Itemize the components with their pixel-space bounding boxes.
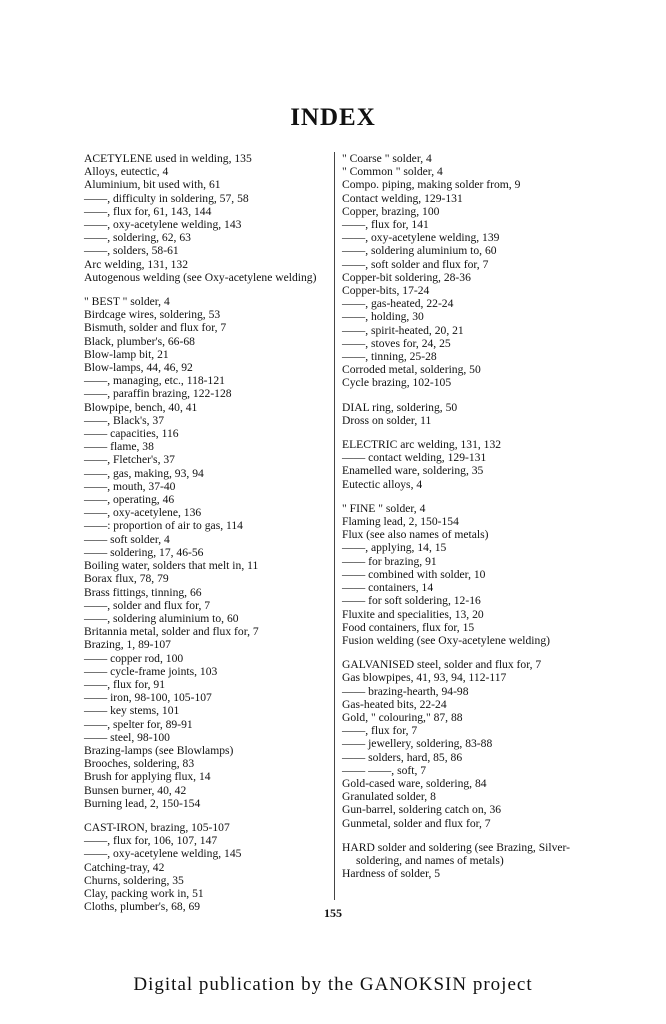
index-entry: Brush for applying flux, 14 <box>84 770 211 784</box>
index-entry: —— soldering, 17, 46-56 <box>84 545 204 559</box>
index-entry: ——, soft solder and flux for, 7 <box>342 257 489 271</box>
index-entry: Flux (see also names of metals) <box>342 528 489 542</box>
index-entry: Gold-cased ware, soldering, 84 <box>342 776 487 790</box>
index-entry: " Common " solder, 4 <box>342 165 443 179</box>
index-entry: —— jewellery, soldering, 83-88 <box>342 737 493 751</box>
index-entry: Burning lead, 2, 150-154 <box>84 796 201 810</box>
index-column-left <box>84 152 328 913</box>
index-entry: —— copper rod, 100 <box>84 651 184 665</box>
index-entry: Enamelled ware, soldering, 35 <box>342 464 484 478</box>
index-entry: —— cycle-frame joints, 103 <box>84 664 218 678</box>
index-entry: Eutectic alloys, 4 <box>342 477 423 491</box>
index-entry: Corroded metal, soldering, 50 <box>342 363 481 377</box>
index-entry: —— steel, 98-100 <box>84 730 170 744</box>
index-entry: ——, paraffin brazing, 122-128 <box>84 387 232 401</box>
index-entry: Granulated solder, 8 <box>342 790 436 804</box>
index-entry: —— key stems, 101 <box>84 704 180 718</box>
section-gap <box>342 830 587 841</box>
section-gap <box>84 810 328 821</box>
index-entry: —— contact welding, 129-131 <box>342 451 487 465</box>
index-entry: Compo. piping, making solder from, 9 <box>342 178 521 192</box>
index-entry: ——, soldering, 62, 63 <box>84 231 191 245</box>
index-entry: Bismuth, solder and flux for, 7 <box>84 321 227 335</box>
section-gap <box>342 491 587 502</box>
index-entry: Birdcage wires, soldering, 53 <box>84 308 221 322</box>
index-entry: Catching-tray, 42 <box>84 860 165 874</box>
page-title: INDEX <box>290 104 376 131</box>
index-entry: ——, flux for, 141 <box>342 218 429 232</box>
index-entry: Cloths, plumber's, 68, 69 <box>84 900 201 914</box>
index-entry: —— solders, hard, 85, 86 <box>342 750 463 764</box>
page-number: 155 <box>324 906 342 920</box>
index-entry: Gas blowpipes, 41, 93, 94, 112-117 <box>342 671 507 685</box>
index-entry: Copper-bits, 17-24 <box>342 284 430 298</box>
index-entry: Gunmetal, solder and flux for, 7 <box>342 816 491 830</box>
index-entry: ——, flux for, 61, 143, 144 <box>84 204 212 218</box>
index-entry: Blow-lamps, 44, 46, 92 <box>84 361 193 375</box>
index-entry: ——, oxy-acetylene, 136 <box>84 506 202 520</box>
index-entry: Black, plumber's, 66-68 <box>84 334 195 348</box>
index-entry: Hardness of solder, 5 <box>342 867 441 881</box>
index-entry: ——, spirit-heated, 20, 21 <box>342 323 464 337</box>
index-entry: " BEST " solder, 4 <box>84 295 170 309</box>
index-entry: Aluminium, bit used with, 61 <box>84 178 221 192</box>
index-entry: Gas-heated bits, 22-24 <box>342 697 447 711</box>
index-column-right <box>342 152 587 880</box>
publication-footer: Digital publication by the GANOKSIN project <box>133 974 533 995</box>
index-entry: GALVANISED steel, solder and flux for, 7 <box>342 658 542 672</box>
index-entry: Bunsen burner, 40, 42 <box>84 783 187 797</box>
index-entry: Clay, packing work in, 51 <box>84 886 204 900</box>
index-entry: ——, flux for, 106, 107, 147 <box>84 834 218 848</box>
index-entry: Flaming lead, 2, 150-154 <box>342 515 459 529</box>
index-entry: ——, soldering aluminium to, 60 <box>84 611 239 625</box>
index-entry: ——, tinning, 25-28 <box>342 350 437 364</box>
index-entry: " FINE " solder, 4 <box>342 501 426 515</box>
index-entry: ——, oxy-acetylene welding, 143 <box>84 218 242 232</box>
index-entry: Blowpipe, bench, 40, 41 <box>84 400 198 414</box>
index-entry: ——, oxy-acetylene welding, 145 <box>84 847 242 861</box>
index-entry: ACETYLENE used in welding, 135 <box>84 152 252 165</box>
index-entry: ——, stoves for, 24, 25 <box>342 336 451 350</box>
index-entry: HARD solder and soldering (see Brazing, Silver-soldering, and names of metals) <box>342 840 571 867</box>
index-entry: ——, flux for, 7 <box>342 724 418 738</box>
column-divider <box>334 152 335 900</box>
index-entry: Brazing-lamps (see Blowlamps) <box>84 743 234 757</box>
section-gap <box>342 427 587 438</box>
index-entry: —— ——, soft, 7 <box>342 763 427 777</box>
index-entry: ——, solder and flux for, 7 <box>84 598 211 612</box>
index-entry: Gold, " colouring," 87, 88 <box>342 710 463 724</box>
index-entry: Contact welding, 129-131 <box>342 191 463 205</box>
index-entry: Brooches, soldering, 83 <box>84 757 195 771</box>
index-entry: ——, gas, making, 93, 94 <box>84 466 204 480</box>
index-entry: ELECTRIC arc welding, 131, 132 <box>342 438 502 452</box>
index-entry: ——, soldering aluminium to, 60 <box>342 244 497 258</box>
index-entry: Blow-lamp bit, 21 <box>84 347 169 361</box>
index-entry: ——, Black's, 37 <box>84 413 165 427</box>
index-entry: —— iron, 98-100, 105-107 <box>84 691 212 705</box>
index-entry: Arc welding, 131, 132 <box>84 257 189 271</box>
index-entry: —— for brazing, 91 <box>342 554 437 568</box>
index-entry: Gun-barrel, soldering catch on, 36 <box>342 803 502 817</box>
index-entry: ——, managing, etc., 118-121 <box>84 374 225 388</box>
index-entry: —— for soft soldering, 12-16 <box>342 594 481 608</box>
index-entry: Copper, brazing, 100 <box>342 204 440 218</box>
index-entry: ——, Fletcher's, 37 <box>84 453 175 467</box>
index-entry: ——, mouth, 37-40 <box>84 479 176 493</box>
index-entry: —— brazing-hearth, 94-98 <box>342 684 469 698</box>
index-entry: CAST-IRON, brazing, 105-107 <box>84 820 230 834</box>
section-gap <box>84 284 328 295</box>
index-entry: Dross on solder, 11 <box>342 413 432 427</box>
index-entry: —— containers, 14 <box>342 581 434 595</box>
index-entry: ——, operating, 46 <box>84 493 175 507</box>
index-entry: Fusion welding (see Oxy-acetylene welding) <box>342 633 550 647</box>
index-entry: Boiling water, solders that melt in, 11 <box>84 559 259 573</box>
index-entry: Autogenous welding (see Oxy-acetylene welding) <box>84 270 317 284</box>
index-entry: —— capacities, 116 <box>84 427 179 441</box>
index-entry: Brass fittings, tinning, 66 <box>84 585 202 599</box>
index-entry: Britannia metal, solder and flux for, 7 <box>84 625 259 639</box>
index-entry: Borax flux, 78, 79 <box>84 572 169 586</box>
index-entry: ——, holding, 30 <box>342 310 424 324</box>
index-entry: Food containers, flux for, 15 <box>342 620 475 634</box>
index-entry: ——, difficulty in soldering, 57, 58 <box>84 191 249 205</box>
index-entry: —— flame, 38 <box>84 440 154 454</box>
index-entry: ——, oxy-acetylene welding, 139 <box>342 231 500 245</box>
index-entry: ——, gas-heated, 22-24 <box>342 297 454 311</box>
index-entry: Alloys, eutectic, 4 <box>84 165 169 179</box>
index-entry: Copper-bit soldering, 28-36 <box>342 270 471 284</box>
index-entry: —— combined with solder, 10 <box>342 567 486 581</box>
index-entry: ——: proportion of air to gas, 114 <box>84 519 243 533</box>
index-entry: —— soft solder, 4 <box>84 532 170 546</box>
index-entry: DIAL ring, soldering, 50 <box>342 400 458 414</box>
index-entry: Churns, soldering, 35 <box>84 873 184 887</box>
index-entry: ——, solders, 58-61 <box>84 244 179 258</box>
index-entry: Fluxite and specialities, 13, 20 <box>342 607 484 621</box>
index-entry: ——, applying, 14, 15 <box>342 541 447 555</box>
index-entry: Brazing, 1, 89-107 <box>84 638 171 652</box>
section-gap <box>342 390 587 401</box>
index-entry: Cycle brazing, 102-105 <box>342 376 452 390</box>
section-gap <box>342 647 587 658</box>
index-entry: ——, spelter for, 89-91 <box>84 717 193 731</box>
index-entry: ——, flux for, 91 <box>84 677 166 691</box>
index-entry: " Coarse " solder, 4 <box>342 152 432 165</box>
